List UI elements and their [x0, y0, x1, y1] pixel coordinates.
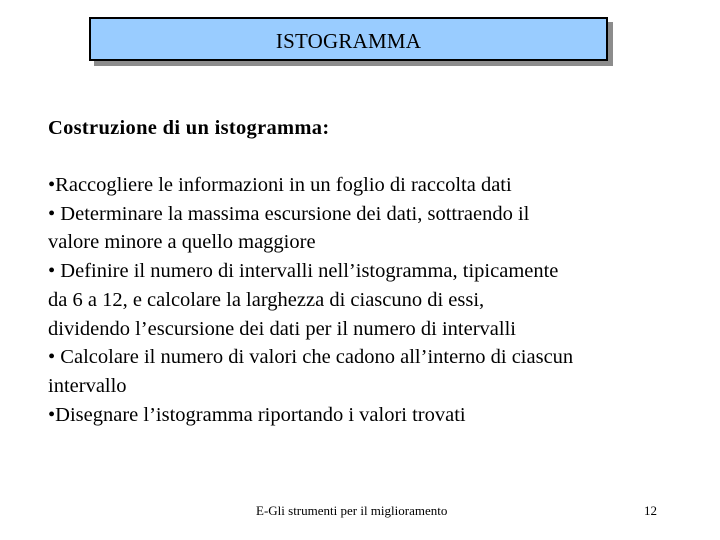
bullet-continuation: da 6 a 12, e calcolare la larghezza di ciascuno di essi, — [48, 288, 485, 311]
bullet-continuation: valore minore a quello maggiore — [48, 231, 316, 254]
bullet-item: •Disegnare l’istogramma riportando i valori trovati — [48, 403, 466, 426]
bullet-list — [48, 171, 688, 429]
bullet-item: • Definire il numero di intervalli nell’istogramma, tipicamente — [48, 260, 559, 283]
bullet-continuation: dividendo l’escursione dei dati per il numero di intervalli — [48, 317, 516, 340]
bullet-continuation: intervallo — [48, 374, 127, 397]
title-box — [89, 17, 608, 61]
bullet-item: •Raccogliere le informazioni in un foglio di raccolta dati — [48, 174, 512, 196]
slide-title: ISTOGRAMMA — [275, 28, 422, 53]
bullet-item: • Determinare la massima escursione dei dati, sottraendo il — [48, 202, 530, 225]
page-number: 12 — [644, 503, 657, 518]
footer-text: E-Gli strumenti per il miglioramento — [256, 503, 448, 518]
bullet-item: • Calcolare il numero di valori che cadono all’interno di ciascun — [48, 346, 574, 369]
slide-subtitle: Costruzione di un istogramma: — [48, 117, 330, 139]
